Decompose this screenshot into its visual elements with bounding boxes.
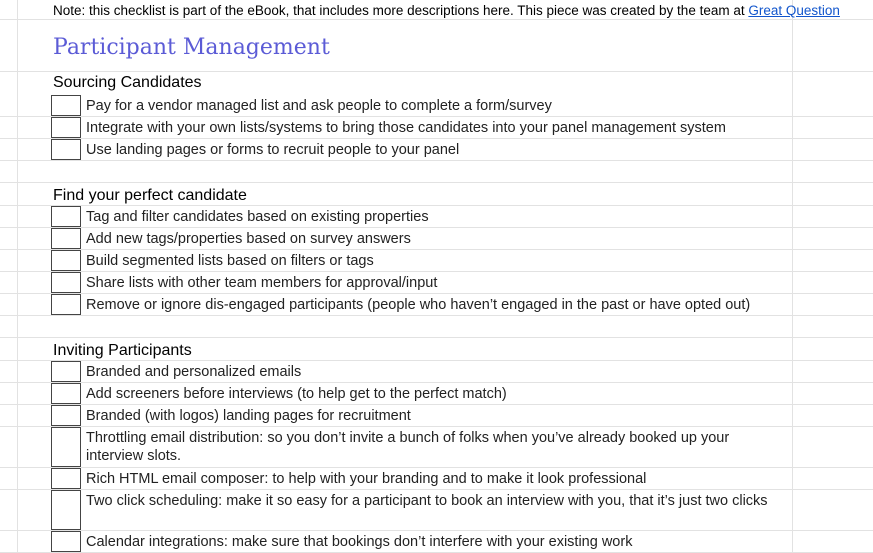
checklist-item: Integrate with your own lists/systems to bring those candidates into your panel management system bbox=[86, 120, 726, 136]
section-heading: Sourcing Candidates bbox=[53, 74, 202, 91]
checklist-row bbox=[0, 95, 873, 117]
checkbox[interactable] bbox=[51, 117, 81, 138]
empty-row bbox=[0, 161, 873, 183]
checkbox[interactable] bbox=[51, 228, 81, 249]
checklist-item: Share lists with other team members for approval/input bbox=[86, 275, 438, 291]
checklist-row bbox=[0, 228, 873, 250]
checklist-item: Throttling email distribution: so you don’t invite a bunch of folks when you’ve already booked up your interview slots. bbox=[86, 430, 730, 464]
checkbox[interactable] bbox=[51, 427, 81, 467]
checklist-row bbox=[0, 294, 873, 316]
note-text: Note: this checklist is part of the eBook, that includes more descriptions here. This piece was created by the team at Great Question bbox=[53, 3, 840, 18]
checklist-row bbox=[0, 361, 873, 383]
note-row bbox=[0, 0, 873, 20]
checkbox[interactable] bbox=[51, 272, 81, 293]
checklist-row bbox=[0, 468, 873, 490]
checklist-item: Rich HTML email composer: to help with your branding and to make it look professional bbox=[86, 471, 647, 487]
checklist-row bbox=[0, 117, 873, 139]
checklist-row bbox=[0, 490, 873, 531]
page-title: Participant Management bbox=[53, 35, 330, 60]
checklist-item: Pay for a vendor managed list and ask people to complete a form/survey bbox=[86, 98, 552, 114]
checklist-item: Use landing pages or forms to recruit people to your panel bbox=[86, 142, 460, 158]
checkbox[interactable] bbox=[51, 361, 81, 382]
checklist-row bbox=[0, 531, 873, 553]
checkbox[interactable] bbox=[51, 490, 81, 530]
checklist-item: Build segmented lists based on filters or tags bbox=[86, 253, 374, 269]
checklist-row bbox=[0, 139, 873, 161]
checkbox[interactable] bbox=[51, 383, 81, 404]
checklist-item: Branded (with logos) landing pages for recruitment bbox=[86, 408, 411, 424]
checkbox[interactable] bbox=[51, 95, 81, 116]
checkbox[interactable] bbox=[51, 531, 81, 552]
great-question-link[interactable]: Great Question bbox=[748, 3, 840, 18]
checkbox[interactable] bbox=[51, 139, 81, 160]
checklist-item: Tag and filter candidates based on existing properties bbox=[86, 209, 429, 225]
checklist-row bbox=[0, 405, 873, 427]
checkbox[interactable] bbox=[51, 250, 81, 271]
checklist-item: Add screeners before interviews (to help get to the perfect match) bbox=[86, 386, 507, 402]
checkbox[interactable] bbox=[51, 405, 81, 426]
checkbox[interactable] bbox=[51, 206, 81, 227]
checkbox[interactable] bbox=[51, 468, 81, 489]
checklist-item: Remove or ignore dis-engaged participants (people who haven’t engaged in the past or have opted out) bbox=[86, 297, 751, 313]
checklist-item: Add new tags/properties based on survey answers bbox=[86, 231, 411, 247]
checklist-row bbox=[0, 272, 873, 294]
checklist-row bbox=[0, 250, 873, 272]
checklist-item: Calendar integrations: make sure that bookings don’t interfere with your existing work bbox=[86, 534, 633, 550]
checklist-row bbox=[0, 206, 873, 228]
checklist-row bbox=[0, 383, 873, 405]
section-header-row bbox=[0, 338, 873, 361]
checklist-item: Branded and personalized emails bbox=[86, 364, 302, 380]
section-header-row bbox=[0, 52, 873, 91]
checklist-item: Two click scheduling: make it so easy for a participant to book an interview with you, that it’s just two clicks bbox=[86, 493, 768, 509]
checklist-row bbox=[0, 427, 873, 468]
empty-row bbox=[0, 316, 873, 338]
section-heading: Inviting Participants bbox=[53, 342, 192, 359]
section-header-row bbox=[0, 183, 873, 206]
checkbox[interactable] bbox=[51, 294, 81, 315]
section-heading: Find your perfect candidate bbox=[53, 187, 247, 204]
